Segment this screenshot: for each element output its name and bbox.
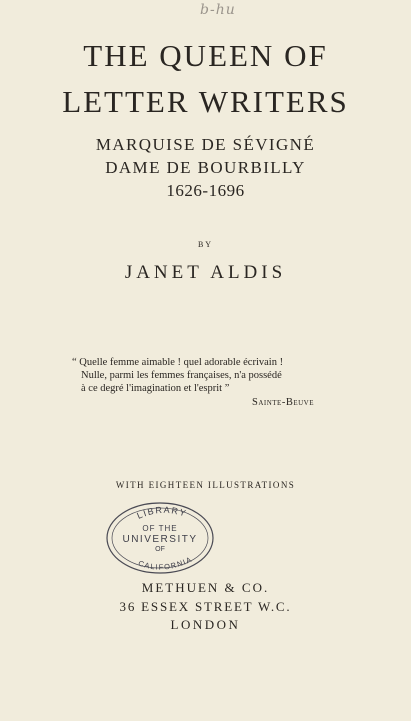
stamp-line-3: UNIVERSITY	[122, 534, 198, 545]
subtitle-line-2: DAME DE BOURBILLY	[105, 158, 306, 177]
epigraph-line-1: “ Quelle femme aimable ! quel adorable écrivain !	[72, 357, 284, 368]
stamp-line-1: LIBRARY	[135, 504, 189, 521]
illustrations-note: WITH EIGHTEEN ILLUSTRATIONS	[115, 480, 296, 490]
epigraph	[72, 356, 314, 409]
epigraph-line-3: à ce degré l'imagination et l'esprit ”	[81, 383, 230, 394]
stamp-line-5: CALIFORNIA	[137, 554, 194, 572]
epigraph-attribution: Sainte-Beuve	[252, 397, 314, 408]
stamp-line-2: OF THE	[142, 524, 178, 533]
publisher-city: LONDON	[170, 617, 241, 632]
publisher-name: METHUEN & CO.	[141, 580, 270, 595]
title-line-2: LETTER WRITERS	[62, 84, 349, 119]
title-line-1: THE QUEEN OF	[83, 38, 328, 73]
publisher-address: 36 ESSEX STREET W.C.	[119, 599, 292, 614]
by-label: BY	[197, 240, 214, 249]
pencil-annotation: b-hu	[200, 2, 236, 18]
subtitle-dates: 1626-1696	[166, 181, 245, 200]
library-stamp-icon	[105, 500, 215, 576]
epigraph-line-2: Nulle, parmi les femmes françaises, n'a possédé	[81, 370, 282, 381]
stamp-line-4: OF	[155, 546, 165, 553]
author-name: JANET ALDIS	[124, 262, 287, 283]
subtitle-line-1: MARQUISE DE SÉVIGNÉ	[95, 135, 316, 154]
svg-text:LIBRARY	[135, 505, 188, 521]
